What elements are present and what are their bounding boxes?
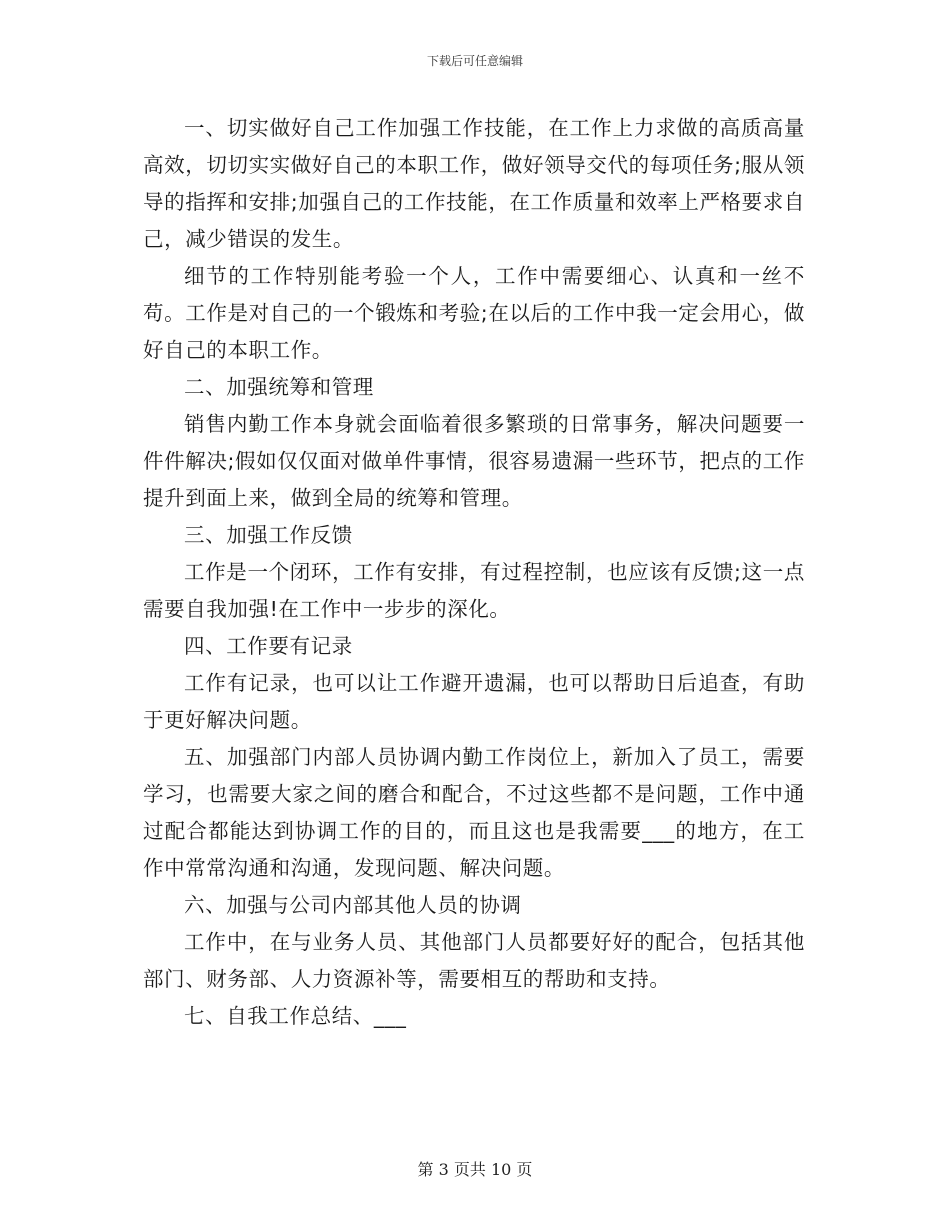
paragraph-5: 工作有记录，也可以让工作避开遗漏，也可以帮助日后追查，有助于更好解决问题。 [143, 671, 805, 732]
section-heading-7: 七、自我工作总结、___ [184, 1004, 407, 1028]
paragraph-3: 销售内勤工作本身就会面临着很多繁琐的日常事务，解决问题要一件件解决;假如仅仅面对做单件事情，很容易遗漏一些环节，把点的工作提升到面上来，做到全局的统筹和管理。 [143, 412, 805, 510]
paragraph-4: 工作是一个闭环，工作有安排，有过程控制，也应该有反馈;这一点需要自我加强!在工作中一步步的深化。 [143, 560, 805, 621]
paragraph-2: 细节的工作特别能考验一个人，工作中需要细心、认真和一丝不苟。工作是对自己的一个锻炼和考验;在以后的工作中我一定会用心，做好自己的本职工作。 [143, 264, 805, 362]
paragraph-1: 一、切实做好自己工作加强工作技能，在工作上力求做的高质高量高效，切切实实做好自己的本职工作，做好领导交代的每项任务;服从领导的指挥和安排;加强自己的工作技能，在工作质量和效率上严格要求自己，减少错误的发生。 [143, 116, 805, 251]
page-header: 下载后可任意编辑 [426, 54, 523, 68]
section-heading-4: 四、工作要有记录 [184, 634, 353, 658]
page-footer: 第 3 页共 10 页 [417, 1160, 533, 1179]
paragraph-7: 工作中，在与业务人员、其他部门人员都要好好的配合，包括其他部门、财务部、人力资源补等，需要相互的帮助和支持。 [143, 930, 805, 991]
section-heading-6: 六、加强与公司内部其他人员的协调 [184, 893, 522, 917]
section-heading-2: 二、加强统筹和管理 [184, 375, 374, 399]
document-body [143, 110, 805, 1035]
section-heading-3: 三、加强工作反馈 [184, 523, 353, 547]
paragraph-6: 五、加强部门内部人员协调内勤工作岗位上，新加入了员工，需要学习，也需要大家之间的磨合和配合，不过这些都不是问题，工作中通过配合都能达到协调工作的目的，而且这也是我需要___的地方，在工作中常常沟通和沟通，发现问题、解决问题。 [143, 745, 805, 880]
